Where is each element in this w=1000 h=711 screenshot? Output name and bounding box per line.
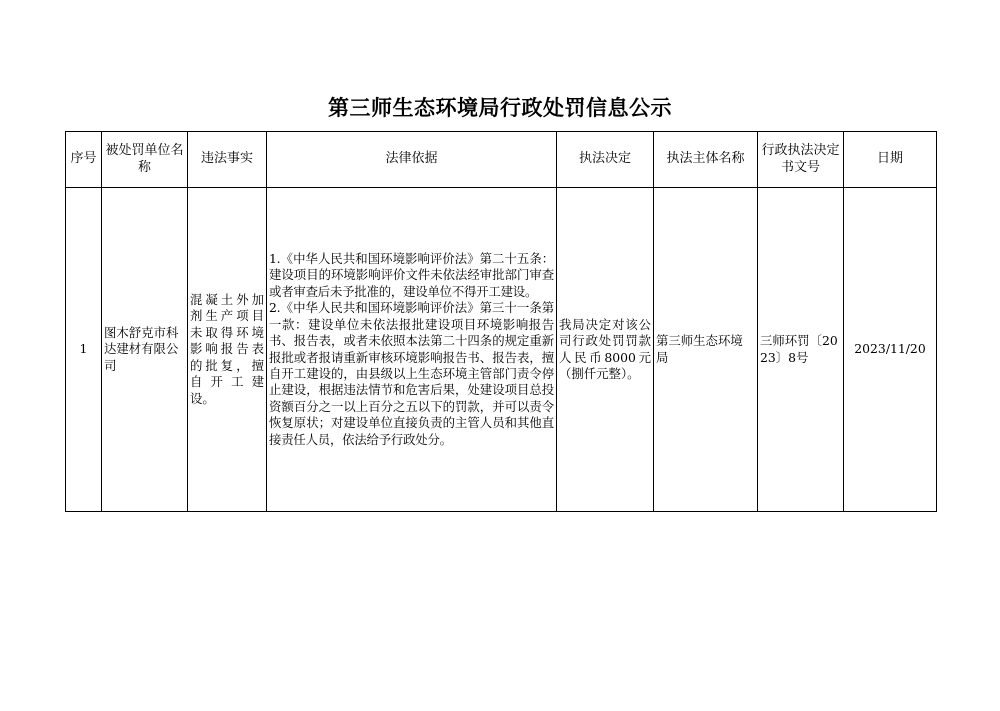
- cell-doc-no: 三师环罚〔2023〕8号: [758, 188, 844, 512]
- cell-basis: [267, 188, 557, 512]
- cell-decision: 我局决定对该公司行政处罚罚款人民币8000元（捌仟元整）。: [557, 188, 654, 512]
- page-title: 第三师生态环境局行政处罚信息公示: [328, 95, 672, 120]
- cell-seq: 1: [66, 188, 102, 512]
- table-header-row: [66, 132, 937, 188]
- cell-date: 2023/11/20: [844, 188, 937, 512]
- header-doc-no: 行政执法决定书文号: [758, 132, 844, 188]
- basis-item-1: 1.《中华人民共和国环境影响评价法》第二十五条：建设项目的环境影响评价文件未依法经审批部门审查或者审查后未予批准的，建设单位不得开工建设。: [269, 251, 554, 299]
- basis-item-2: 2.《中华人民共和国环境影响评价法》第三十一条第一款：建设单位未依法报批建设项目环境影响报告书、报告表，或者未依照本法第二十四条的规定重新报批或者报请重新审核环境影响报告书、报告表，擅自开工建设的，由县级以上生态环境主管部门责令停止建设，根据违法情节和危害后果，处建设项目总投资额百分之一以上百分之五以下的罚款，并可以责令恢复原状；对建设单位直接负责的主管人员和其他直接责任人员，依法给予行政处分。: [269, 300, 554, 447]
- cell-subject: 第三师生态环境局: [654, 188, 758, 512]
- header-fact: 违法事实: [188, 132, 267, 188]
- header-basis: 法律依据: [267, 132, 557, 188]
- penalty-info-table: [65, 131, 937, 512]
- header-date: 日期: [844, 132, 937, 188]
- table-row: [66, 188, 937, 512]
- header-unit: 被处罚单位名称: [102, 132, 188, 188]
- header-decision: 执法决定: [557, 132, 654, 188]
- header-seq: 序号: [66, 132, 102, 188]
- cell-unit: 图木舒克市科达建材有限公司: [102, 188, 188, 512]
- header-subject: 执法主体名称: [654, 132, 758, 188]
- cell-fact: 混凝土外加剂生产项目未取得环境影响报告表的批复，擅自开工建设。: [188, 188, 267, 512]
